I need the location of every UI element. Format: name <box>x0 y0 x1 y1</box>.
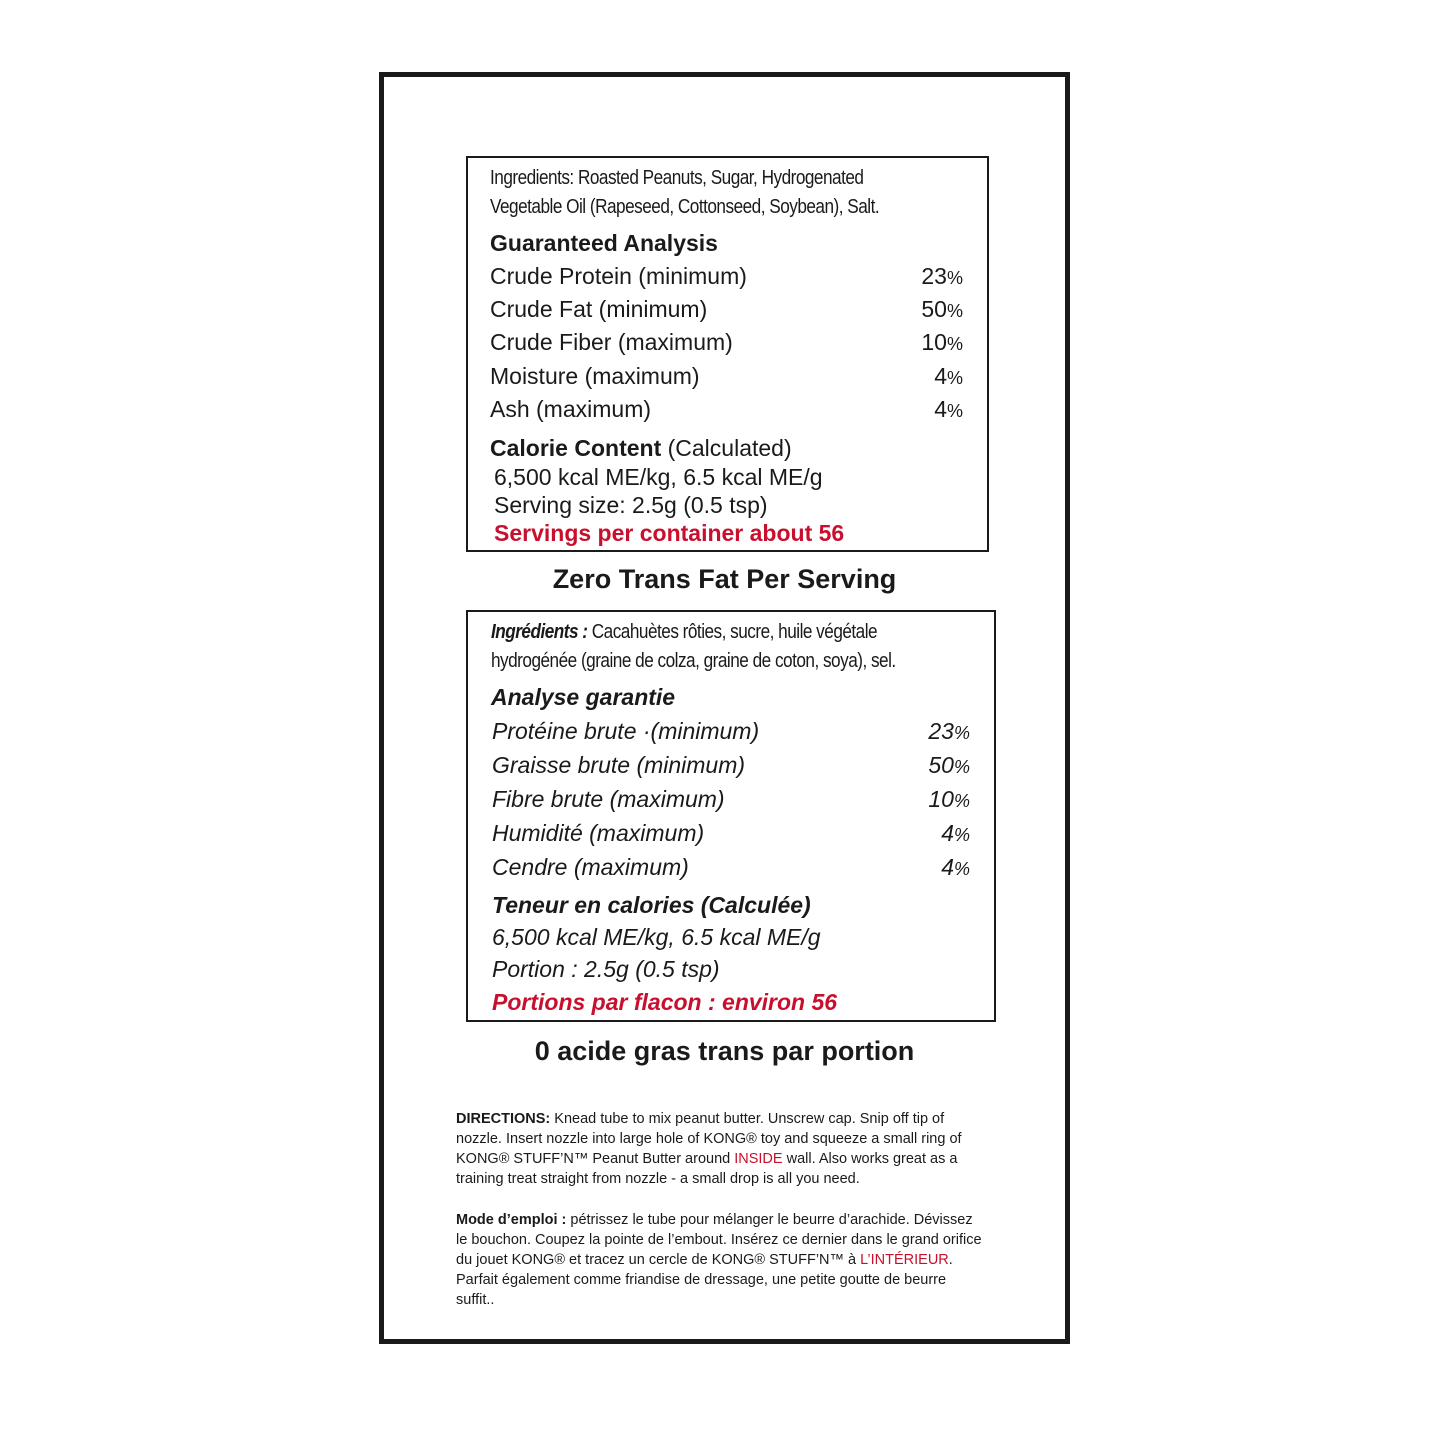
portions-par-flacon: Portions par flacon : environ 56 <box>492 989 838 1015</box>
analysis-label-fr: Humidité (maximum) <box>492 820 705 846</box>
guaranteed-analysis-title: Guaranteed Analysis <box>490 230 718 256</box>
servings-per-container: Servings per container about 56 <box>494 520 845 546</box>
ingredients-text-fr <box>491 618 960 676</box>
analysis-row-fr <box>492 820 972 847</box>
calorie-value-fr: 6,500 kcal ME/kg, 6.5 kcal ME/g <box>492 924 821 950</box>
trans-fat-caption-en: Zero Trans Fat Per Serving <box>552 564 897 594</box>
trans-fat-caption-fr: 0 acide gras trans par portion <box>534 1036 915 1066</box>
analysis-value-fr: 4% <box>941 854 970 880</box>
analysis-value-fr: 23% <box>928 718 970 744</box>
calorie-content-heading <box>490 435 792 462</box>
interieur-highlight: L’INTÉRIEUR <box>860 1252 949 1268</box>
ingredients-line-2-fr: hydrogénée (graine de colza, graine de coton, soya), sel. <box>491 650 896 672</box>
calorie-value: 6,500 kcal ME/kg, 6.5 kcal ME/g <box>494 464 823 490</box>
analysis-row <box>490 296 965 323</box>
directions-paragraph: DIRECTIONS: Knead tube to mix peanut butter. Unscrew cap. Snip off tip of nozzle. Insert nozzle into large hole of KONG® toy and squeeze a small ring of KONG® STUFF’N™ Peanut Butter around INSIDE wall. Also works great as a training treat straight from nozzle - a small drop is all you need. <box>456 1111 962 1187</box>
ingredients-text <box>490 164 959 222</box>
analysis-value: 23% <box>921 263 963 289</box>
ingredients-line-1-fr: Ingrédients : Cacahuètes rôties, sucre, huile végétale <box>491 621 878 643</box>
analysis-row <box>490 263 965 290</box>
calorie-content-title: Calorie Content <box>490 435 662 461</box>
analysis-label: Ash (maximum) <box>490 396 652 422</box>
portion-size: Portion : 2.5g (0.5 tsp) <box>492 956 720 982</box>
analyse-garantie-title: Analyse garantie <box>491 684 676 710</box>
analysis-value-fr: 50% <box>928 752 970 778</box>
analysis-value: 10% <box>921 329 963 355</box>
english-nutrition-panel <box>466 156 989 552</box>
directions-label: DIRECTIONS: <box>456 1111 551 1127</box>
analysis-row-fr <box>492 718 972 745</box>
analysis-value: 4% <box>934 363 963 389</box>
analysis-row <box>490 329 965 356</box>
analysis-label-fr: Protéine brute ·(minimum) <box>492 718 760 744</box>
teneur-calories-title: Teneur en calories (Calculée) <box>492 892 811 918</box>
analysis-label: Crude Fat (minimum) <box>490 296 708 322</box>
analysis-label: Crude Protein (minimum) <box>490 263 747 289</box>
analysis-row <box>490 396 965 423</box>
inside-highlight: INSIDE <box>734 1151 783 1167</box>
calorie-content-note: (Calculated) <box>661 435 792 461</box>
analysis-label-fr: Fibre brute (maximum) <box>492 786 725 812</box>
analysis-row-fr <box>492 786 972 813</box>
serving-size: Serving size: 2.5g (0.5 tsp) <box>494 492 768 518</box>
analysis-row <box>490 363 965 390</box>
analysis-row-fr <box>492 752 972 779</box>
french-nutrition-panel <box>466 610 996 1022</box>
analysis-value-fr: 4% <box>941 820 970 846</box>
analysis-label: Moisture (maximum) <box>490 363 700 389</box>
analysis-label-fr: Graisse brute (minimum) <box>492 752 746 778</box>
analysis-value-fr: 10% <box>928 786 970 812</box>
mode-emploi-paragraph: Mode d’emploi : pétrissez le tube pour mélanger le beurre d’arachide. Dévissez le bouchon. Coupez la pointe de l’embout. Insérez ce dernier dans le grand orifice du jouet KONG® et tracez un cercle de KONG® STUFF’N™ à L’INTÉRIEUR. Parfait également comme friandise de dressage, une petite goutte de beurre suffit.. <box>456 1212 982 1308</box>
analysis-row-fr <box>492 854 972 881</box>
analysis-label: Crude Fiber (maximum) <box>490 329 733 355</box>
ingredients-line-2: Vegetable Oil (Rapeseed, Cottonseed, Soybean), Salt. <box>490 196 880 218</box>
mode-emploi-label: Mode d’emploi : <box>456 1212 567 1228</box>
analysis-value: 4% <box>934 396 963 422</box>
analysis-label-fr: Cendre (maximum) <box>492 854 689 880</box>
ingredients-line-1: Ingredients: Roasted Peanuts, Sugar, Hydrogenated <box>490 167 864 189</box>
analysis-value: 50% <box>921 296 963 322</box>
